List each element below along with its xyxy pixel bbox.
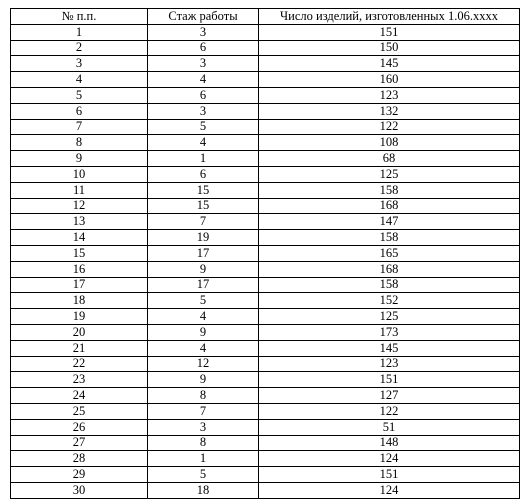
table-row bbox=[11, 435, 520, 451]
table-row bbox=[11, 419, 520, 435]
cell-number: 4 bbox=[11, 72, 148, 88]
cell-experience: 17 bbox=[148, 245, 259, 261]
cell-experience: 1 bbox=[148, 151, 259, 167]
cell-experience: 3 bbox=[148, 24, 259, 40]
cell-number: 26 bbox=[11, 419, 148, 435]
cell-experience: 19 bbox=[148, 230, 259, 246]
cell-items-count: 160 bbox=[259, 72, 520, 88]
cell-items-count: 127 bbox=[259, 388, 520, 404]
cell-items-count: 51 bbox=[259, 419, 520, 435]
cell-number: 3 bbox=[11, 56, 148, 72]
cell-items-count: 158 bbox=[259, 182, 520, 198]
cell-number: 27 bbox=[11, 435, 148, 451]
cell-items-count: 124 bbox=[259, 482, 520, 498]
cell-experience: 4 bbox=[148, 72, 259, 88]
cell-number: 11 bbox=[11, 182, 148, 198]
cell-experience: 7 bbox=[148, 403, 259, 419]
cell-number: 14 bbox=[11, 230, 148, 246]
table-row bbox=[11, 324, 520, 340]
cell-items-count: 165 bbox=[259, 245, 520, 261]
cell-experience: 3 bbox=[148, 56, 259, 72]
table-row bbox=[11, 403, 520, 419]
cell-number: 10 bbox=[11, 166, 148, 182]
table-row bbox=[11, 482, 520, 498]
table-row bbox=[11, 40, 520, 56]
cell-items-count: 124 bbox=[259, 451, 520, 467]
table-body bbox=[11, 24, 520, 498]
cell-experience: 4 bbox=[148, 309, 259, 325]
cell-experience: 9 bbox=[148, 324, 259, 340]
cell-experience: 8 bbox=[148, 435, 259, 451]
table-row bbox=[11, 151, 520, 167]
cell-items-count: 168 bbox=[259, 198, 520, 214]
cell-items-count: 151 bbox=[259, 467, 520, 483]
cell-items-count: 158 bbox=[259, 230, 520, 246]
table-row bbox=[11, 372, 520, 388]
cell-experience: 8 bbox=[148, 388, 259, 404]
cell-experience: 6 bbox=[148, 40, 259, 56]
cell-number: 2 bbox=[11, 40, 148, 56]
cell-experience: 5 bbox=[148, 293, 259, 309]
cell-items-count: 151 bbox=[259, 372, 520, 388]
cell-number: 6 bbox=[11, 103, 148, 119]
header-items-count: Число изделий, изготовленных 1.06.хххх bbox=[259, 9, 520, 25]
cell-number: 25 bbox=[11, 403, 148, 419]
cell-items-count: 68 bbox=[259, 151, 520, 167]
cell-number: 20 bbox=[11, 324, 148, 340]
cell-items-count: 173 bbox=[259, 324, 520, 340]
cell-experience: 18 bbox=[148, 482, 259, 498]
cell-items-count: 151 bbox=[259, 24, 520, 40]
cell-number: 1 bbox=[11, 24, 148, 40]
cell-items-count: 123 bbox=[259, 356, 520, 372]
cell-number: 23 bbox=[11, 372, 148, 388]
cell-experience: 4 bbox=[148, 135, 259, 151]
cell-experience: 3 bbox=[148, 419, 259, 435]
cell-number: 13 bbox=[11, 214, 148, 230]
cell-experience: 6 bbox=[148, 166, 259, 182]
table-header bbox=[11, 9, 520, 25]
cell-items-count: 148 bbox=[259, 435, 520, 451]
table-row bbox=[11, 309, 520, 325]
cell-experience: 9 bbox=[148, 372, 259, 388]
cell-number: 24 bbox=[11, 388, 148, 404]
cell-items-count: 145 bbox=[259, 340, 520, 356]
cell-experience: 3 bbox=[148, 103, 259, 119]
cell-number: 7 bbox=[11, 119, 148, 135]
cell-items-count: 122 bbox=[259, 403, 520, 419]
cell-number: 9 bbox=[11, 151, 148, 167]
cell-number: 16 bbox=[11, 261, 148, 277]
table-row bbox=[11, 103, 520, 119]
table-row bbox=[11, 230, 520, 246]
cell-experience: 7 bbox=[148, 214, 259, 230]
cell-number: 19 bbox=[11, 309, 148, 325]
cell-items-count: 123 bbox=[259, 87, 520, 103]
cell-experience: 12 bbox=[148, 356, 259, 372]
cell-items-count: 150 bbox=[259, 40, 520, 56]
header-experience: Стаж работы bbox=[148, 9, 259, 25]
table-row bbox=[11, 56, 520, 72]
header-number: № п.п. bbox=[11, 9, 148, 25]
table-row bbox=[11, 72, 520, 88]
cell-experience: 5 bbox=[148, 119, 259, 135]
cell-items-count: 145 bbox=[259, 56, 520, 72]
cell-experience: 5 bbox=[148, 467, 259, 483]
cell-items-count: 147 bbox=[259, 214, 520, 230]
cell-items-count: 125 bbox=[259, 166, 520, 182]
cell-items-count: 125 bbox=[259, 309, 520, 325]
cell-number: 18 bbox=[11, 293, 148, 309]
cell-number: 5 bbox=[11, 87, 148, 103]
cell-items-count: 158 bbox=[259, 277, 520, 293]
cell-experience: 4 bbox=[148, 340, 259, 356]
table-row bbox=[11, 214, 520, 230]
table-row bbox=[11, 467, 520, 483]
table-row bbox=[11, 451, 520, 467]
table-row bbox=[11, 119, 520, 135]
cell-number: 28 bbox=[11, 451, 148, 467]
cell-experience: 17 bbox=[148, 277, 259, 293]
cell-items-count: 108 bbox=[259, 135, 520, 151]
cell-number: 30 bbox=[11, 482, 148, 498]
cell-experience: 1 bbox=[148, 451, 259, 467]
header-row bbox=[11, 9, 520, 25]
table-row bbox=[11, 87, 520, 103]
cell-experience: 15 bbox=[148, 182, 259, 198]
cell-number: 21 bbox=[11, 340, 148, 356]
cell-items-count: 168 bbox=[259, 261, 520, 277]
cell-items-count: 132 bbox=[259, 103, 520, 119]
table-row bbox=[11, 182, 520, 198]
cell-number: 29 bbox=[11, 467, 148, 483]
table-row bbox=[11, 198, 520, 214]
table-row bbox=[11, 135, 520, 151]
table-row bbox=[11, 166, 520, 182]
table-row bbox=[11, 340, 520, 356]
table-row bbox=[11, 356, 520, 372]
table-row bbox=[11, 293, 520, 309]
table-row bbox=[11, 388, 520, 404]
cell-number: 8 bbox=[11, 135, 148, 151]
cell-number: 12 bbox=[11, 198, 148, 214]
cell-experience: 9 bbox=[148, 261, 259, 277]
cell-experience: 15 bbox=[148, 198, 259, 214]
cell-experience: 6 bbox=[148, 87, 259, 103]
cell-items-count: 122 bbox=[259, 119, 520, 135]
data-table bbox=[10, 8, 520, 499]
table-row bbox=[11, 24, 520, 40]
cell-number: 15 bbox=[11, 245, 148, 261]
cell-number: 17 bbox=[11, 277, 148, 293]
cell-items-count: 152 bbox=[259, 293, 520, 309]
cell-number: 22 bbox=[11, 356, 148, 372]
table-row bbox=[11, 261, 520, 277]
table-row bbox=[11, 245, 520, 261]
table-row bbox=[11, 277, 520, 293]
